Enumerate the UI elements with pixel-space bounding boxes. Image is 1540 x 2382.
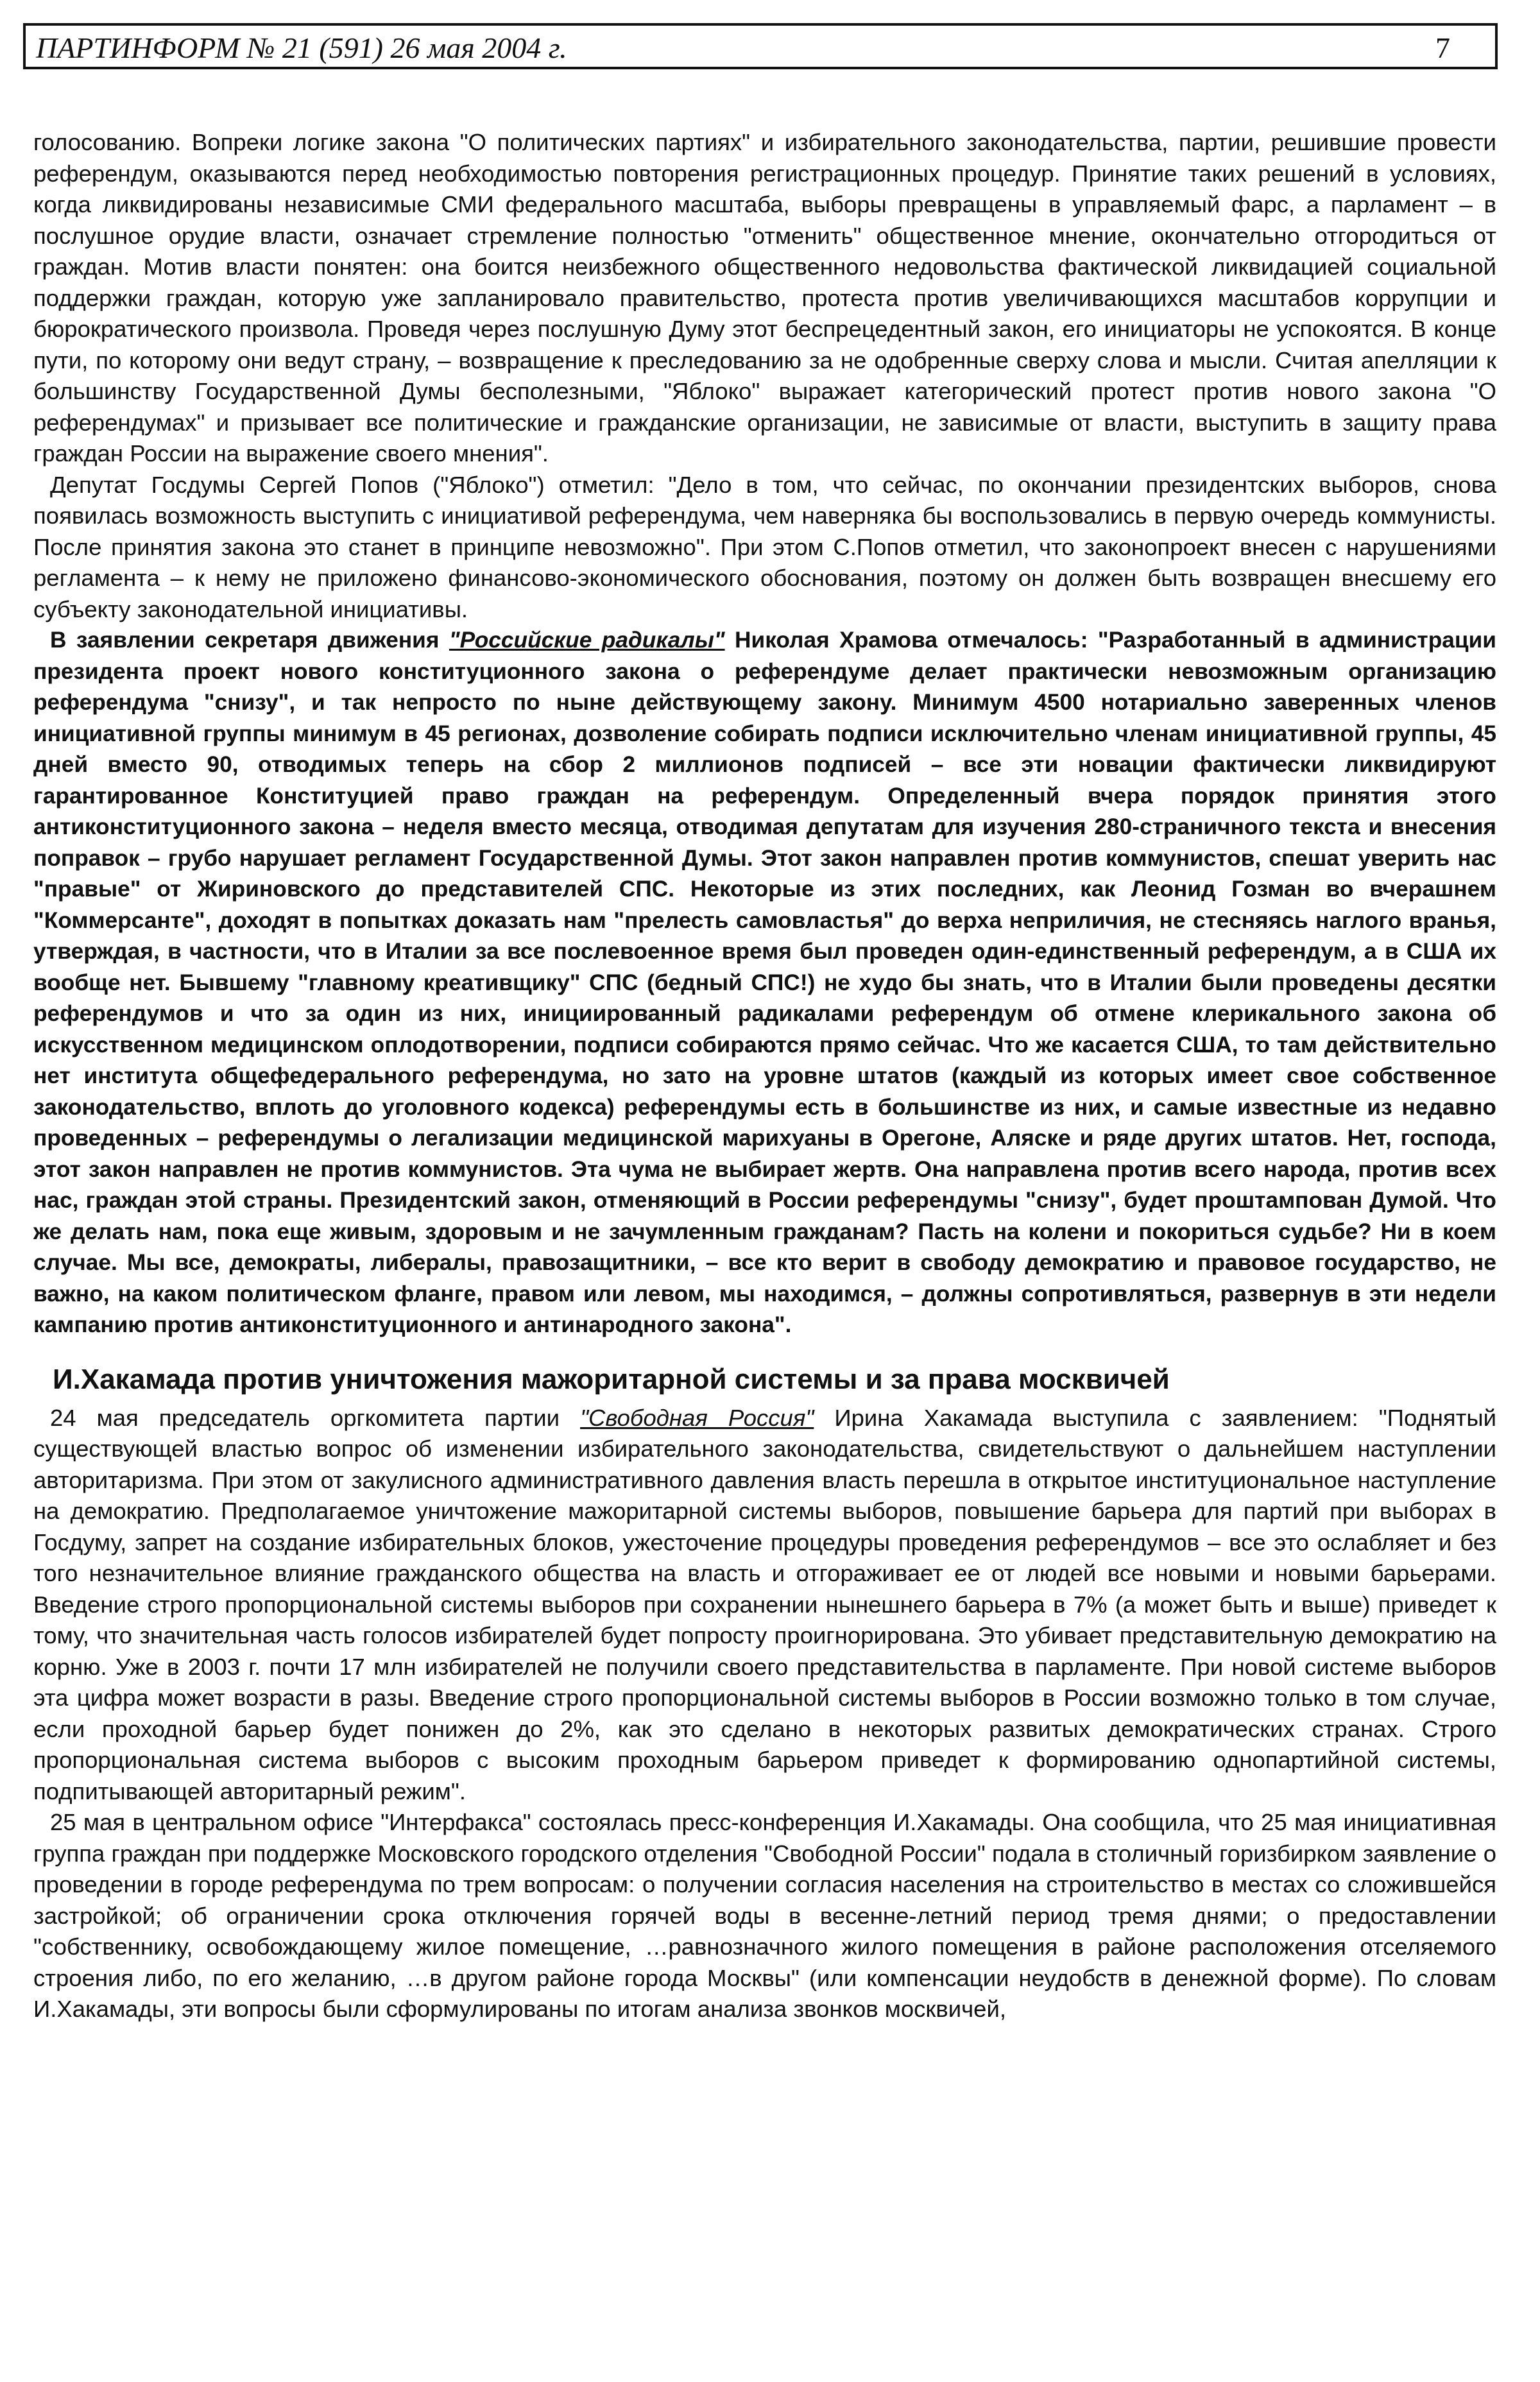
paragraph-khakamada-intro: 24 мая председатель оргкомитета партии xyxy=(50,1404,581,1431)
paragraph-khramov-intro: В заявлении секретаря движения xyxy=(50,628,449,653)
page-header xyxy=(23,23,1498,69)
link-rossiyskie-radikaly[interactable]: "Российские радикалы" xyxy=(449,628,725,653)
link-svobodnaya-rossiya[interactable]: "Свободная Россия" xyxy=(580,1404,814,1431)
paragraph-khakamada-text: Ирина Хакамада выступила с заявлением: "Поднятый существующей властью вопрос об изменении избирательного законодательства, свидетельствуют о дальнейшем наступлении авторитаризма. При этом от закулисного административного давления власть перешла в открытое институциональное наступление на демократию. Предполагаемое уничтожение мажоритарной системы выборов, повышение барьера для партий при выборах в Госдуму, запрет на создание избирательных блоков, ужесточение процедуры проведения референдумов – все это ослабляет и без того незначительное влияние гражданского общества на власть и отгораживает ее от людей все новыми и новыми барьерами. Введение строго пропорциональной системы выборов при сохранении нынешнего барьера в 7% (а может быть и выше) приведет к тому, что значительная часть голосов избирателей будет попросту проигнорирована. Это убивает представительную демократию на корню. Уже в 2003 г. почти 17 млн избирателей не получили своего представительства в парламенте. При новой системе выборов эта цифра может возрасти в разы. Введение строго пропорциональной системы выборов в России возможно только в том случае, если проходной барьер будет понижен до 2%, как это сделано в некоторых развитых демократических странах. Строго пропорциональная система выборов с высоким проходным барьером приведет к формированию однопартийной системы, подпитывающей авторитарный режим". xyxy=(33,1404,1496,1804)
paragraph-press-conference: 25 мая в центральном офисе "Интерфакса" состоялась пресс-конференция И.Хакамады. Она сообщила, что 25 мая инициативная группа граждан при поддержке Московского городского отделения "Свободной России" подала в столичный горизбирком заявление о проведении в городе референдума по трем вопросам: о получении согласия населения на строительство в местах со сложившейся застройкой; об ограничении срока отключения горячей воды в весенне-летний период тремя днями; о предоставлении "собственнику, освобождающему жилое помещение, …равнозначного жилого помещения в районе расположения отселяемого строения либо, по его желанию, …в другом районе города Москвы" (или компенсации неудобств в денежной форме). По словам И.Хакамады, эти вопросы были сформулированы по итогам анализа звонков москвичей, xyxy=(33,1809,1496,2022)
paragraph-popov: Депутат Госдумы Сергей Попов ("Яблоко") отметил: "Дело в том, что сейчас, по окончании президентских выборов, снова появилась возможность выступить с инициативой референдума, чем наверняка бы воспользовались в первую очередь коммунисты. После принятия закона это станет в принципе невозможно". При этом С.Попов отметил, что законопроект внесен с нарушениями регламента – к нему не приложено финансово-экономического обоснования, поэтому он должен быть возвращен внесшему его субъекту законодательной инициативы. xyxy=(33,471,1496,622)
page-number: 7 xyxy=(1435,31,1450,64)
header-title: ПАРТИНФОРМ № 21 (591) 26 мая 2004 г. xyxy=(36,31,567,64)
section-heading: И.Хакамада против уничтожения мажоритарной системы и за права москвичей xyxy=(53,1363,1170,1395)
paragraph-khramov xyxy=(33,625,1496,1341)
article-body xyxy=(33,127,1496,2025)
paragraph-yabloko-statement: голосованию. Вопреки логике закона "О политических партиях" и избирательного законодательства, партии, решившие провести референдум, оказываются перед необходимостью повторения регистрационных процедур. Принятие таких решений в условиях, когда ликвидированы независимые СМИ федерального масштаба, выборы превращены в управляемый фарс, а парламент – в послушное орудие власти, означает стремление полностью "отменить" общественное мнение, окончательно отгородиться от граждан. Мотив власти понятен: она боится неизбежного общественного недовольства фактической ликвидацией социальной поддержки граждан, которую уже запланировало правительство, протеста против увеличивающихся масштабов коррупции и бюрократического произвола. Проведя через послушную Думу этот беспрецедентный закон, его инициаторы не успокоятся. В конце пути, по которому они ведут страну, – возвращение к преследованию за не одобренные сверху слова и мысли. Считая апелляции к большинству Государственной Думы бесполезными, "Яблоко" выражает категорический протест против нового закона "О референдумах" и призывает все политические и гражданские организации, не зависимые от власти, выступить в защиту права граждан России на выражение своего мнения". xyxy=(33,129,1496,467)
paragraph-khramov-text: Николая Храмова отмечалось: "Разработанный в администрации президента проект нового конституционного закона о референдуме делает практически невозможным организацию референдума "снизу", и так непросто по ныне действующему закону. Минимум 4500 нотариально заверенных членов инициативной группы минимум в 45 регионах, дозволение собирать подписи исключительно членам инициативной группы, 45 дней вместо 90, отводимых теперь на сбор 2 миллионов подписей – все эти новации фактически ликвидируют гарантированное Конституцией право граждан на референдум. Определенный вчера порядок принятия этого антиконституционного закона – неделя вместо месяца, отводимая депутатам для изучения 280-страничного текста и внесения поправок – грубо нарушает регламент Государственной Думы. Этот закон направлен против коммунистов, спешат уверить нас "правые" от Жириновского до представителей СПС. Некоторые из этих последних, как Леонид Гозман во вчерашнем "Коммерсанте", доходят в попытках доказать нам "прелесть самовластья" до верха неприличия, не стесняясь наглого вранья, утверждая, в частности, что в Италии за все послевоенное время был проведен один-единственный референдум, а в США их вообще нет. Бывшему "главному креативщику" СПС (бедный СПС!) не худо бы знать, что в Италии были проведены десятки референдумов и что за один из них, инициированный радикалами референдум об отмене клерикального закона об искусственном медицинском оплодотворении, подписи собираются прямо сейчас. Что же касается США, то там действительно нет института общефедерального референдума, но зато на уровне штатов (каждый из которых имеет свое собственное законодательство, вплоть до уголовного кодекса) референдумы есть в большинстве из них, и самые известные из недавно проведенных – референдумы о легализации медицинской марихуаны в Орегоне, Аляске и ряде других штатов. Нет, господа, этот закон направлен не против коммунистов. Эта чума не выбирает жертв. Она направлена против всего народа, против всех нас, граждан этой страны. Президентский закон, отменяющий в России референдумы "снизу", будет проштампован Думой. Что же делать нам, пока еще живым, здоровым и не зачумленным гражданам? Пасть на колени и покориться судьбе? Ни в коем случае. Мы все, демократы, либералы, правозащитники, – все кто верит в свободу демократию и правовое государство, не важно, на каком политическом фланге, правом или левом, мы находимся, – должны сопротивляться, развернув в эти недели кампанию против антиконституционного и антинародного закона". xyxy=(33,628,1497,1337)
paragraph-khakamada-statement xyxy=(33,1403,1496,1808)
